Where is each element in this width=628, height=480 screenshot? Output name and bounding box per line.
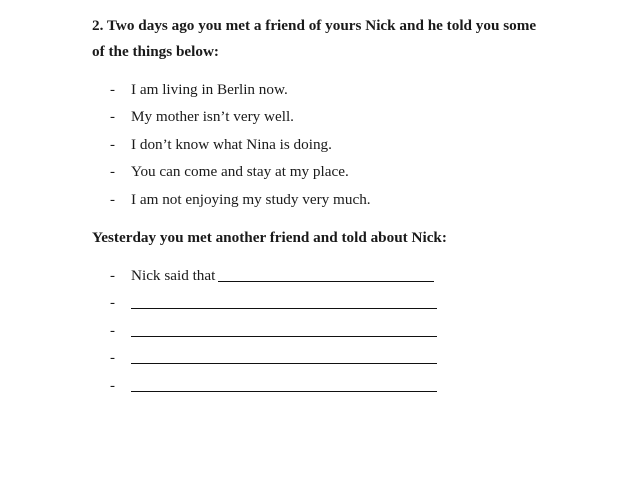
answer-item xyxy=(110,264,437,291)
statement-item xyxy=(110,160,371,187)
statement-list xyxy=(110,78,371,215)
bullet-dash: - xyxy=(110,191,115,208)
bullet-dash: - xyxy=(110,82,115,98)
bullet-dash: - xyxy=(110,109,115,126)
bullet-dash: - xyxy=(110,377,115,394)
answer-blank-2[interactable] xyxy=(131,291,437,309)
statement-item xyxy=(110,133,371,160)
answer-blank-3[interactable] xyxy=(131,319,437,337)
bullet-dash: - xyxy=(110,268,115,284)
statement-text: I am not enjoying my study very much. xyxy=(131,190,371,208)
statement-text: My mother isn’t very well. xyxy=(131,108,294,126)
statement-item xyxy=(110,78,371,105)
statement-item xyxy=(110,105,371,132)
answer-item xyxy=(110,374,437,401)
bullet-dash: - xyxy=(110,350,115,367)
task-heading: Yesterday you met another friend and told about Nick: xyxy=(92,229,447,246)
bullet-dash: - xyxy=(110,322,115,339)
bullet-dash: - xyxy=(110,295,115,312)
exercise-heading xyxy=(92,13,562,65)
bullet-dash: - xyxy=(110,136,115,153)
statement-text: I am living in Berlin now. xyxy=(131,81,288,98)
exercise-heading-line-2: of the things below: xyxy=(92,43,219,60)
bullet-dash: - xyxy=(110,164,115,181)
exercise-heading-line-1: 2. Two days ago you met a friend of yours Nick and he told you some xyxy=(92,17,537,34)
answer-blank-4[interactable] xyxy=(131,346,437,364)
answer-item xyxy=(110,346,437,373)
answer-prefix: Nick said that xyxy=(131,267,216,284)
answer-item xyxy=(110,319,437,346)
statement-text: You can come and stay at my place. xyxy=(131,163,349,181)
answer-blank-5[interactable] xyxy=(131,374,437,392)
answer-item xyxy=(110,291,437,318)
statement-text: I don’t know what Nina is doing. xyxy=(131,135,332,153)
answer-blank-1[interactable] xyxy=(218,264,434,282)
statement-item xyxy=(110,188,371,215)
answer-list xyxy=(110,264,437,401)
